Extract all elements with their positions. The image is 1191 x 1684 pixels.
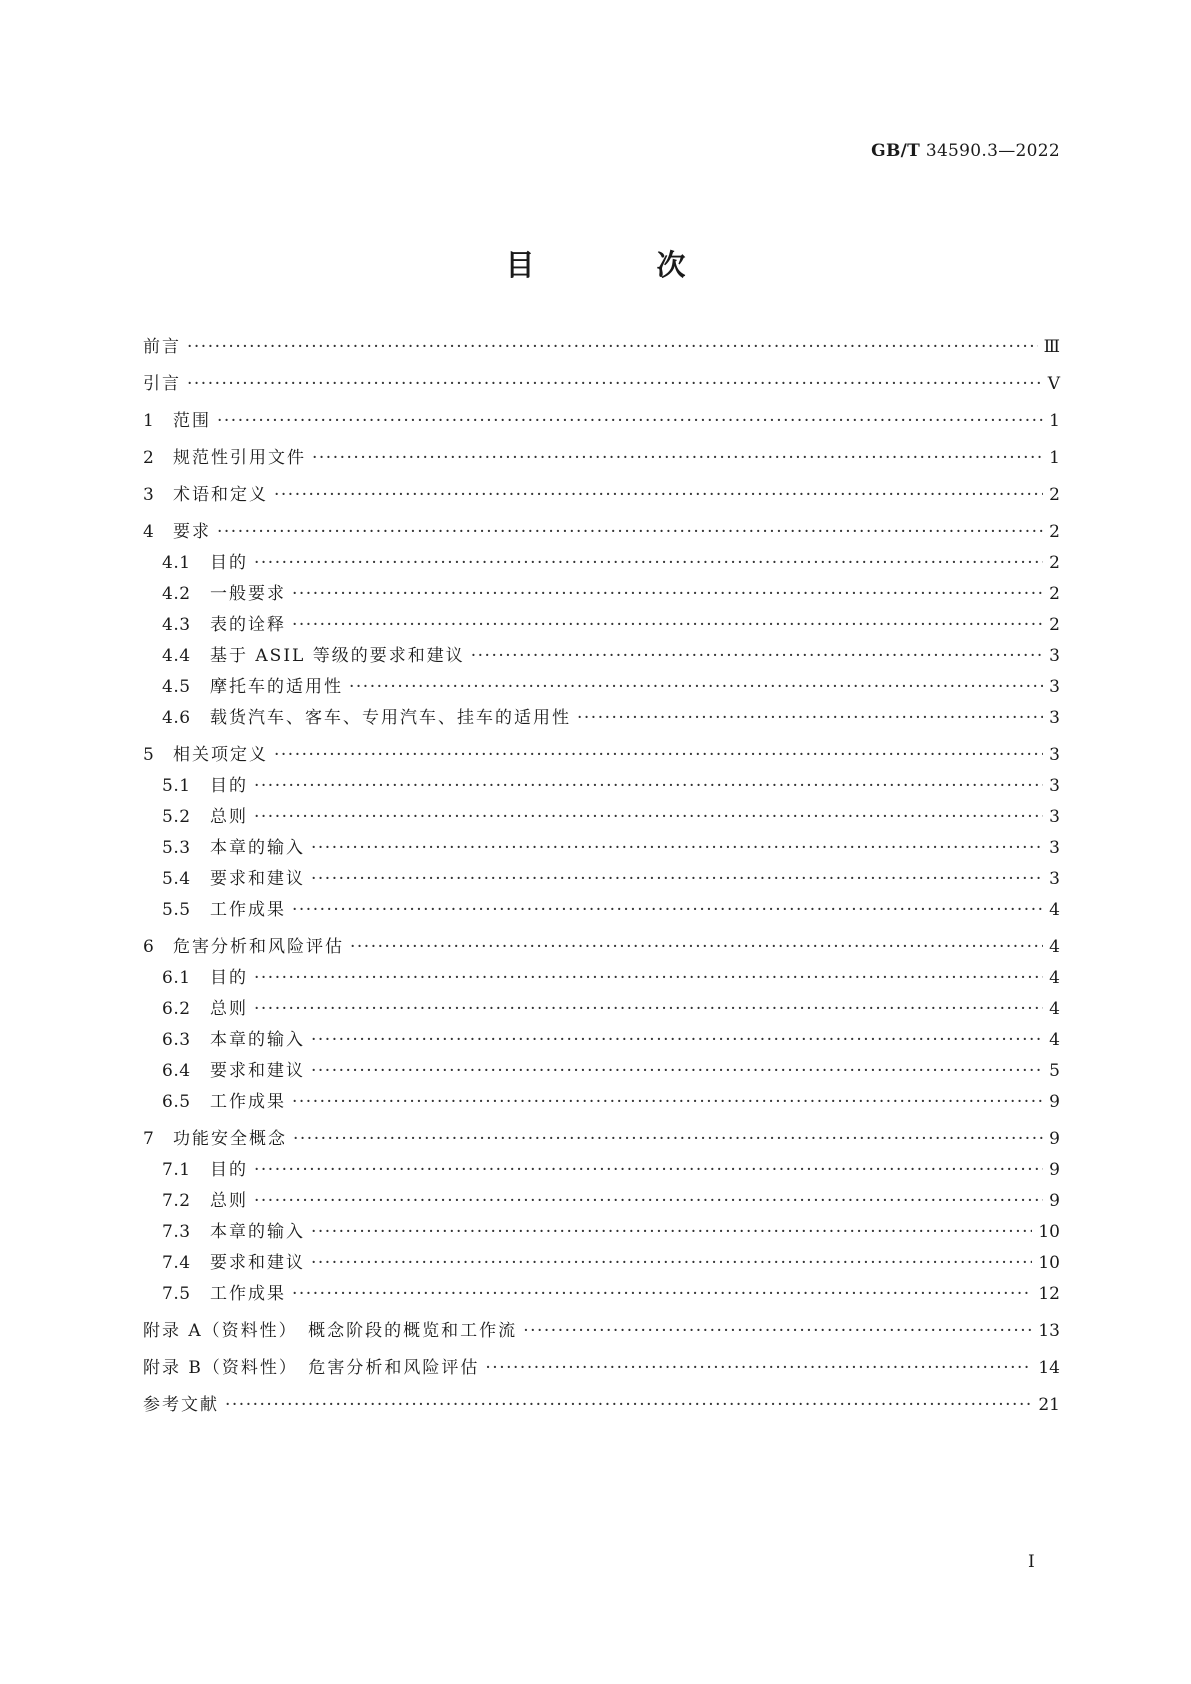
dot-leader bbox=[292, 1092, 1043, 1112]
dot-leader bbox=[254, 1160, 1043, 1180]
toc-entry-number: 7 bbox=[143, 1129, 155, 1149]
toc-entry-page: 1 bbox=[1049, 448, 1060, 468]
toc-entry-title: 本章的输入 bbox=[210, 1030, 305, 1050]
toc-entry-title: 一般要求 bbox=[210, 584, 286, 604]
table-of-contents bbox=[143, 337, 1060, 1415]
toc-entry-title: 总则 bbox=[210, 807, 248, 827]
toc-entry-number: 6.4 bbox=[162, 1061, 191, 1081]
toc-entry-page: 3 bbox=[1049, 776, 1060, 796]
dot-leader bbox=[311, 1222, 1032, 1242]
toc-entry[interactable] bbox=[143, 1284, 1060, 1304]
toc-entry-page: 9 bbox=[1049, 1092, 1060, 1112]
toc-entry-page: 2 bbox=[1049, 485, 1060, 505]
toc-entry[interactable] bbox=[143, 1222, 1060, 1242]
toc-entry[interactable] bbox=[143, 522, 1060, 542]
toc-entry-page: Ⅴ bbox=[1047, 374, 1060, 394]
toc-entry-number: 6.5 bbox=[162, 1092, 191, 1112]
toc-entry-number: 4.1 bbox=[162, 553, 191, 573]
toc-entry-title: 摩托车的适用性 bbox=[210, 677, 343, 697]
toc-entry[interactable] bbox=[143, 1395, 1060, 1415]
toc-entry[interactable] bbox=[143, 1358, 1060, 1378]
toc-entry-number: 1 bbox=[143, 411, 155, 431]
dot-leader bbox=[274, 485, 1043, 505]
toc-entry[interactable] bbox=[143, 1160, 1060, 1180]
toc-entry[interactable] bbox=[143, 869, 1060, 889]
toc-entry-title: 功能安全概念 bbox=[173, 1129, 287, 1149]
toc-entry-number: 4 bbox=[143, 522, 155, 542]
toc-entry-number: 4.6 bbox=[162, 708, 191, 728]
toc-entry-page: 2 bbox=[1049, 584, 1060, 604]
dot-leader bbox=[254, 1191, 1043, 1211]
page-number: I bbox=[1028, 1552, 1035, 1572]
toc-entry-page: 3 bbox=[1049, 708, 1060, 728]
toc-entry-title: 附录 B（资料性） 危害分析和风险评估 bbox=[143, 1358, 480, 1378]
toc-entry[interactable] bbox=[143, 615, 1060, 635]
toc-entry-page: 13 bbox=[1038, 1321, 1060, 1341]
toc-entry-page: 21 bbox=[1038, 1395, 1060, 1415]
toc-entry-page: 4 bbox=[1049, 937, 1060, 957]
toc-entry-title: 工作成果 bbox=[210, 1092, 286, 1112]
dot-leader bbox=[312, 448, 1043, 468]
toc-entry-title: 目的 bbox=[210, 1160, 248, 1180]
toc-entry-page: 3 bbox=[1049, 838, 1060, 858]
toc-entry-title: 范围 bbox=[173, 411, 211, 431]
toc-entry-title: 引言 bbox=[143, 374, 181, 394]
dot-leader bbox=[217, 411, 1043, 431]
toc-entry[interactable] bbox=[143, 553, 1060, 573]
toc-entry[interactable] bbox=[143, 1191, 1060, 1211]
toc-entry-page: 9 bbox=[1049, 1160, 1060, 1180]
dot-leader bbox=[254, 999, 1043, 1019]
toc-entry-page: 3 bbox=[1049, 677, 1060, 697]
toc-entry-title: 前言 bbox=[143, 337, 181, 357]
toc-entry-page: 3 bbox=[1049, 745, 1060, 765]
dot-leader bbox=[292, 584, 1043, 604]
toc-entry-page: 9 bbox=[1049, 1191, 1060, 1211]
toc-entry-title: 规范性引用文件 bbox=[173, 448, 306, 468]
dot-leader bbox=[187, 374, 1042, 394]
toc-entry-title: 表的诠释 bbox=[210, 615, 286, 635]
dot-leader bbox=[217, 522, 1043, 542]
toc-entry-number: 6 bbox=[143, 937, 155, 957]
toc-entry-number: 4.2 bbox=[162, 584, 191, 604]
standard-prefix: GB/T bbox=[871, 141, 921, 161]
toc-entry-title: 工作成果 bbox=[210, 1284, 286, 1304]
toc-entry-number: 5 bbox=[143, 745, 155, 765]
toc-entry-number: 7.4 bbox=[162, 1253, 191, 1273]
toc-entry-page: 2 bbox=[1049, 522, 1060, 542]
toc-entry-page: 2 bbox=[1049, 615, 1060, 635]
toc-entry-title: 附录 A（资料性） 概念阶段的概览和工作流 bbox=[143, 1321, 518, 1341]
dot-leader bbox=[293, 1129, 1043, 1149]
dot-leader bbox=[485, 1358, 1032, 1378]
standard-number: 34590.3—2022 bbox=[925, 141, 1060, 161]
toc-entry[interactable] bbox=[143, 807, 1060, 827]
toc-entry-number: 5.3 bbox=[162, 838, 191, 858]
toc-entry-number: 7.5 bbox=[162, 1284, 191, 1304]
toc-entry-page: 3 bbox=[1049, 646, 1060, 666]
toc-entry-number: 5.4 bbox=[162, 869, 191, 889]
toc-entry[interactable] bbox=[143, 708, 1060, 728]
dot-leader bbox=[274, 745, 1043, 765]
toc-entry-title: 目的 bbox=[210, 968, 248, 988]
toc-entry[interactable] bbox=[143, 1030, 1060, 1050]
toc-entry-title: 要求和建议 bbox=[210, 869, 305, 889]
toc-entry-title: 要求和建议 bbox=[210, 1253, 305, 1273]
dot-leader bbox=[311, 838, 1043, 858]
toc-entry-number: 2 bbox=[143, 448, 155, 468]
toc-entry-number: 5.1 bbox=[162, 776, 191, 796]
toc-entry-number: 7.2 bbox=[162, 1191, 191, 1211]
toc-entry-number: 4.3 bbox=[162, 615, 191, 635]
dot-leader bbox=[292, 900, 1043, 920]
toc-entry-page: 4 bbox=[1049, 900, 1060, 920]
dot-leader bbox=[187, 337, 1038, 357]
dot-leader bbox=[254, 807, 1043, 827]
dot-leader bbox=[225, 1395, 1032, 1415]
toc-entry-title: 本章的输入 bbox=[210, 1222, 305, 1242]
toc-entry[interactable] bbox=[143, 337, 1060, 357]
toc-title: 目 次 bbox=[505, 248, 742, 282]
dot-leader bbox=[254, 968, 1043, 988]
toc-entry-title: 目的 bbox=[210, 553, 248, 573]
toc-entry[interactable] bbox=[143, 838, 1060, 858]
toc-entry-title: 总则 bbox=[210, 999, 248, 1019]
toc-entry-number: 5.5 bbox=[162, 900, 191, 920]
toc-entry[interactable] bbox=[143, 968, 1060, 988]
toc-entry-page: 3 bbox=[1049, 869, 1060, 889]
toc-entry[interactable] bbox=[143, 1253, 1060, 1273]
dot-leader bbox=[311, 1030, 1043, 1050]
toc-entry-title: 基于 ASIL 等级的要求和建议 bbox=[210, 646, 465, 666]
toc-entry-page: 9 bbox=[1049, 1129, 1060, 1149]
dot-leader bbox=[311, 1253, 1032, 1273]
toc-entry[interactable] bbox=[143, 937, 1060, 957]
toc-entry-number: 6.1 bbox=[162, 968, 191, 988]
dot-leader bbox=[311, 869, 1043, 889]
toc-entry-number: 7.3 bbox=[162, 1222, 191, 1242]
dot-leader bbox=[292, 615, 1043, 635]
toc-entry-page: 4 bbox=[1049, 968, 1060, 988]
dot-leader bbox=[471, 646, 1043, 666]
toc-entry[interactable] bbox=[143, 646, 1060, 666]
standard-code bbox=[871, 141, 1060, 161]
toc-entry-number: 4.4 bbox=[162, 646, 191, 666]
toc-entry-number: 6.2 bbox=[162, 999, 191, 1019]
dot-leader bbox=[350, 937, 1043, 957]
toc-entry-page: 4 bbox=[1049, 999, 1060, 1019]
toc-entry-page: 4 bbox=[1049, 1030, 1060, 1050]
toc-entry[interactable] bbox=[143, 411, 1060, 431]
toc-entry-page: 12 bbox=[1038, 1284, 1060, 1304]
toc-entry-number: 4.5 bbox=[162, 677, 191, 697]
toc-entry-page: 14 bbox=[1038, 1358, 1060, 1378]
toc-entry-number: 5.2 bbox=[162, 807, 191, 827]
toc-entry-title: 总则 bbox=[210, 1191, 248, 1211]
toc-entry[interactable] bbox=[143, 485, 1060, 505]
dot-leader bbox=[349, 677, 1043, 697]
toc-entry-page: 1 bbox=[1049, 411, 1060, 431]
dot-leader bbox=[523, 1321, 1032, 1341]
toc-entry-title: 载货汽车、客车、专用汽车、挂车的适用性 bbox=[210, 708, 571, 728]
toc-entry-page: 2 bbox=[1049, 553, 1060, 573]
toc-entry-number: 6.3 bbox=[162, 1030, 191, 1050]
toc-entry[interactable] bbox=[143, 448, 1060, 468]
toc-entry-title: 本章的输入 bbox=[210, 838, 305, 858]
dot-leader bbox=[311, 1061, 1043, 1081]
toc-entry-number: 3 bbox=[143, 485, 155, 505]
toc-entry-title: 危害分析和风险评估 bbox=[173, 937, 344, 957]
toc-entry[interactable] bbox=[143, 999, 1060, 1019]
toc-entry[interactable] bbox=[143, 900, 1060, 920]
toc-entry-number: 7.1 bbox=[162, 1160, 191, 1180]
toc-entry-page: 5 bbox=[1049, 1061, 1060, 1081]
toc-entry-page: 10 bbox=[1038, 1222, 1060, 1242]
dot-leader bbox=[254, 553, 1043, 573]
toc-entry[interactable] bbox=[143, 584, 1060, 604]
dot-leader bbox=[254, 776, 1043, 796]
toc-entry-title: 工作成果 bbox=[210, 900, 286, 920]
toc-entry[interactable] bbox=[143, 677, 1060, 697]
toc-entry-title: 术语和定义 bbox=[173, 485, 268, 505]
toc-entry[interactable] bbox=[143, 776, 1060, 796]
toc-entry[interactable] bbox=[143, 1129, 1060, 1149]
toc-entry-page: 3 bbox=[1049, 807, 1060, 827]
toc-entry-title: 要求和建议 bbox=[210, 1061, 305, 1081]
toc-entry-title: 要求 bbox=[173, 522, 211, 542]
dot-leader bbox=[577, 708, 1043, 728]
toc-entry[interactable] bbox=[143, 745, 1060, 765]
toc-entry-page: Ⅲ bbox=[1043, 337, 1060, 357]
toc-entry[interactable] bbox=[143, 1321, 1060, 1341]
toc-entry-title: 参考文献 bbox=[143, 1395, 219, 1415]
dot-leader bbox=[292, 1284, 1032, 1304]
toc-entry[interactable] bbox=[143, 374, 1060, 394]
toc-entry-page: 10 bbox=[1038, 1253, 1060, 1273]
toc-entry[interactable] bbox=[143, 1092, 1060, 1112]
toc-entry-title: 相关项定义 bbox=[173, 745, 268, 765]
toc-entry[interactable] bbox=[143, 1061, 1060, 1081]
toc-entry-title: 目的 bbox=[210, 776, 248, 796]
